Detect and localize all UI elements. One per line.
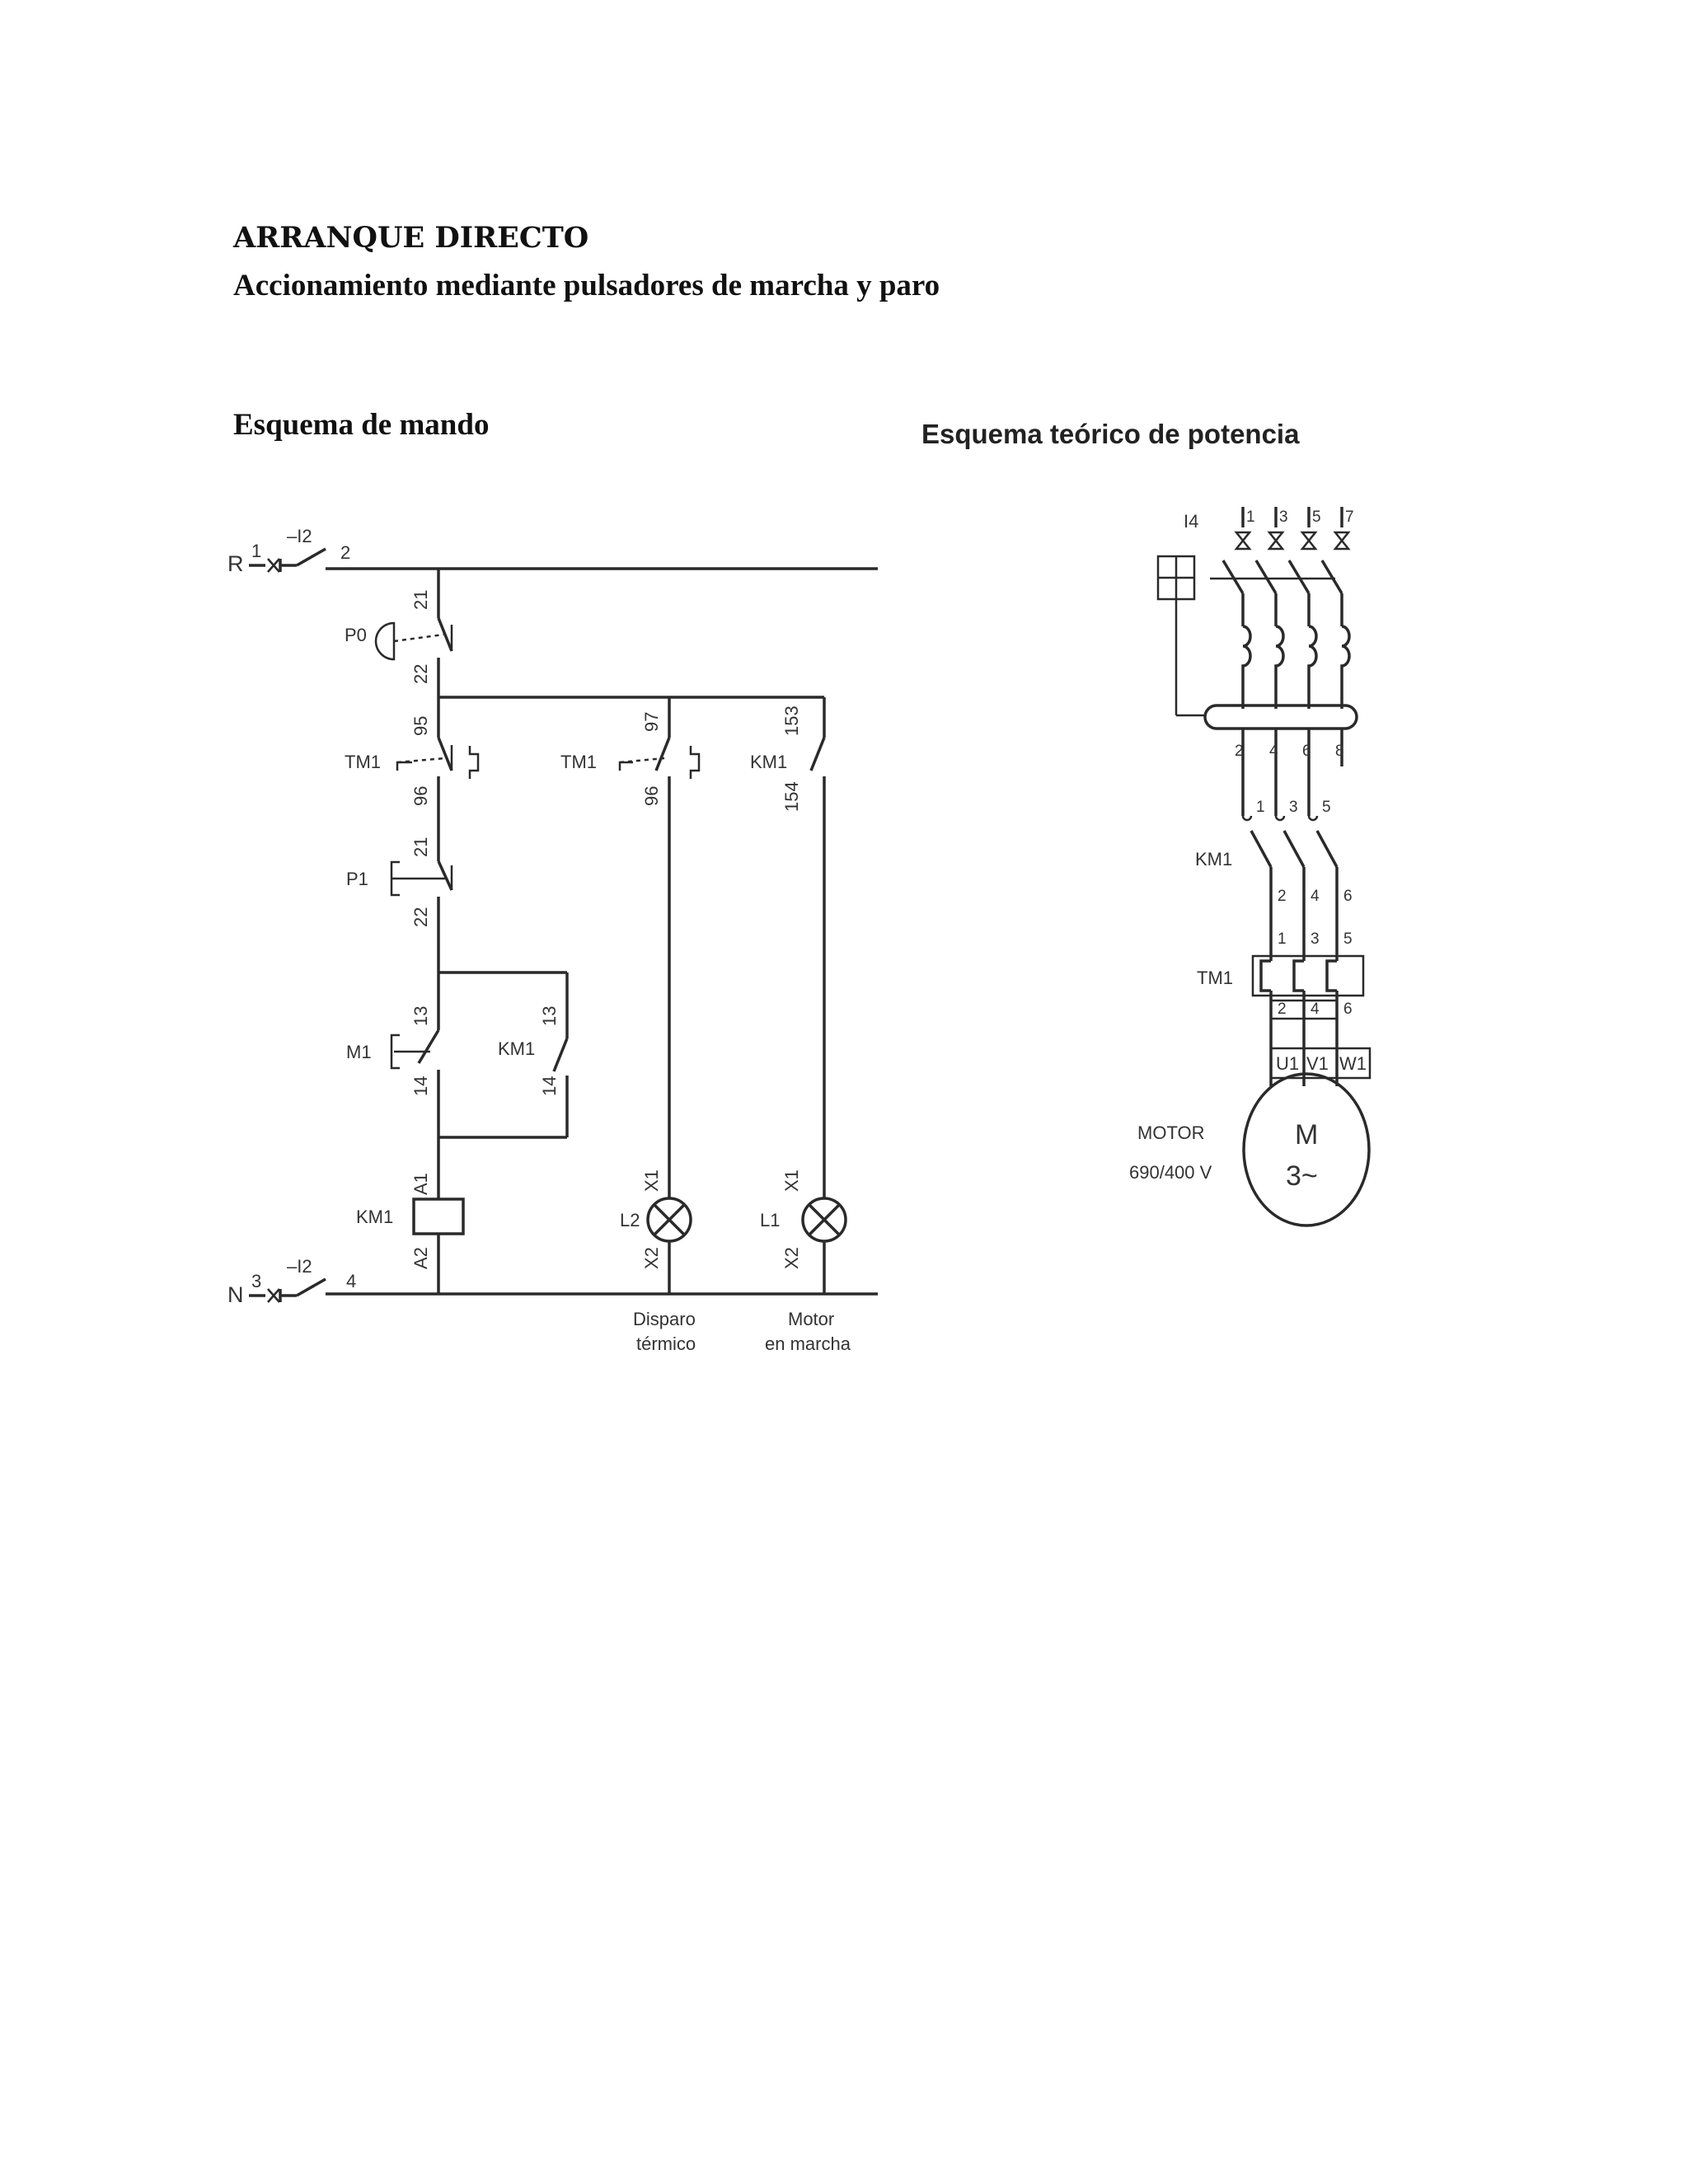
label-km1-out-2: 2 [1278,888,1287,905]
power-schematic [1129,507,1370,1226]
document-subtitle: Accionamiento mediante pulsadores de marcha y paro [233,269,940,302]
label-tm1b: TM1 [560,752,597,772]
label-tm1-out-4: 4 [1311,1001,1320,1018]
label-r: R [227,551,244,576]
label-motor-v1: V1 [1306,1053,1329,1074]
label-tm1-out-6: 6 [1343,1001,1353,1018]
l2-lamp [620,1169,691,1269]
label-fuse-in-3: 3 [1279,509,1288,526]
label-motor-m: M [1295,1119,1319,1151]
label-tm1-out-2: 2 [1278,1001,1287,1018]
label-km1-in-5: 5 [1322,799,1331,816]
label-tm1-in-5: 5 [1343,930,1353,948]
label-motor-phase: 3~ [1286,1160,1318,1192]
p0-stop-button [345,590,452,701]
label-r-out: 2 [340,542,351,563]
label-motor: MOTOR [1137,1122,1205,1143]
label-p1: P1 [346,869,368,889]
control-schematic-heading: Esquema de mando [233,408,490,442]
label-l1-x2: X2 [781,1247,802,1269]
label-fuse-out-8: 8 [1335,743,1344,760]
label-km1-power: KM1 [1195,849,1233,869]
label-tm1: TM1 [345,752,381,772]
label-l2-x1: X1 [641,1169,662,1192]
label-n-fuse: –I2 [287,1256,312,1277]
label-n-out: 4 [346,1271,357,1291]
label-tm1-in-1: 1 [1278,930,1287,948]
thermal-trip-lamp-branch [560,697,699,1354]
label-fuse-out-4: 4 [1269,743,1278,760]
label-km1b: KM1 [750,752,788,772]
label-n-terminal: 3 [251,1271,262,1291]
label-p0-22: 22 [410,663,431,684]
label-p1-22: 22 [410,907,431,927]
label-km1-out-6: 6 [1343,888,1353,905]
label-km1-out-4: 4 [1311,888,1320,905]
label-fuse-in-1: 1 [1246,509,1255,526]
label-km1-in-3: 3 [1289,799,1298,816]
label-km1-in-1: 1 [1256,799,1265,816]
label-tm1-in-3: 3 [1311,930,1320,948]
caption-en-marcha: en marcha [765,1333,851,1354]
label-coil-a2: A2 [410,1247,431,1269]
label-p1-21: 21 [410,837,431,857]
l1-lamp [760,1169,846,1269]
label-km1-aux-14: 14 [539,1076,560,1096]
label-l1: L1 [760,1210,781,1230]
label-fuse-in-7: 7 [1345,509,1354,526]
label-l2-x2: X2 [641,1247,662,1269]
label-tm1-95: 95 [410,715,431,736]
km1-main-contacts [1195,799,1353,956]
km1-contactor-coil [356,1173,463,1294]
label-fuse-out-6: 6 [1302,743,1311,760]
main-control-branch [345,569,824,1294]
caption-disparo: Disparo [633,1309,696,1329]
label-p0: P0 [345,625,367,645]
label-i4: I4 [1184,511,1199,532]
supply-line-r [227,526,878,576]
label-fuse-in-5: 5 [1312,509,1321,526]
label-coil-a1: A1 [410,1173,431,1195]
fuse-switch-block [1158,507,1357,816]
label-motor-w1: W1 [1339,1053,1367,1074]
label-m1: M1 [346,1042,372,1062]
p1-stop-button [346,837,452,944]
km1-holding-contact [498,1006,567,1137]
label-l2: L2 [620,1210,640,1230]
supply-line-n [227,1256,878,1307]
motor-running-lamp-branch [750,697,851,1354]
motor-m1 [1129,1048,1370,1226]
label-motor-u1: U1 [1276,1053,1300,1074]
label-m1-14: 14 [410,1076,431,1096]
label-tm1-power: TM1 [1197,968,1233,988]
label-l1-x1: X1 [781,1169,802,1192]
label-r-fuse: –I2 [287,526,312,546]
label-p0-21: 21 [410,589,431,610]
label-tm1-96: 96 [410,785,431,806]
label-m1-13: 13 [410,1005,431,1026]
label-n: N [227,1282,244,1307]
label-tm1b-97: 97 [641,711,662,732]
document-title: ARRANQUE DIRECTO [233,221,589,255]
control-schematic [227,526,878,1354]
label-motor-voltage: 690/400 V [1129,1162,1212,1183]
label-tm1b-96: 96 [641,785,662,806]
caption-termico: térmico [636,1333,696,1354]
label-fuse-out-2: 2 [1235,743,1244,760]
tm1-overload-contact [345,716,478,824]
label-km1-aux-13: 13 [539,1005,560,1026]
caption-motor: Motor [788,1309,835,1329]
label-r-terminal: 1 [251,541,262,561]
m1-start-button [346,1006,438,1137]
power-schematic-heading: Esquema teórico de potencia [921,419,1300,449]
label-km1-coil: KM1 [356,1207,394,1227]
label-km1b-153: 153 [781,705,802,736]
label-km1b-154: 154 [781,781,802,812]
label-km1-aux: KM1 [498,1038,536,1059]
